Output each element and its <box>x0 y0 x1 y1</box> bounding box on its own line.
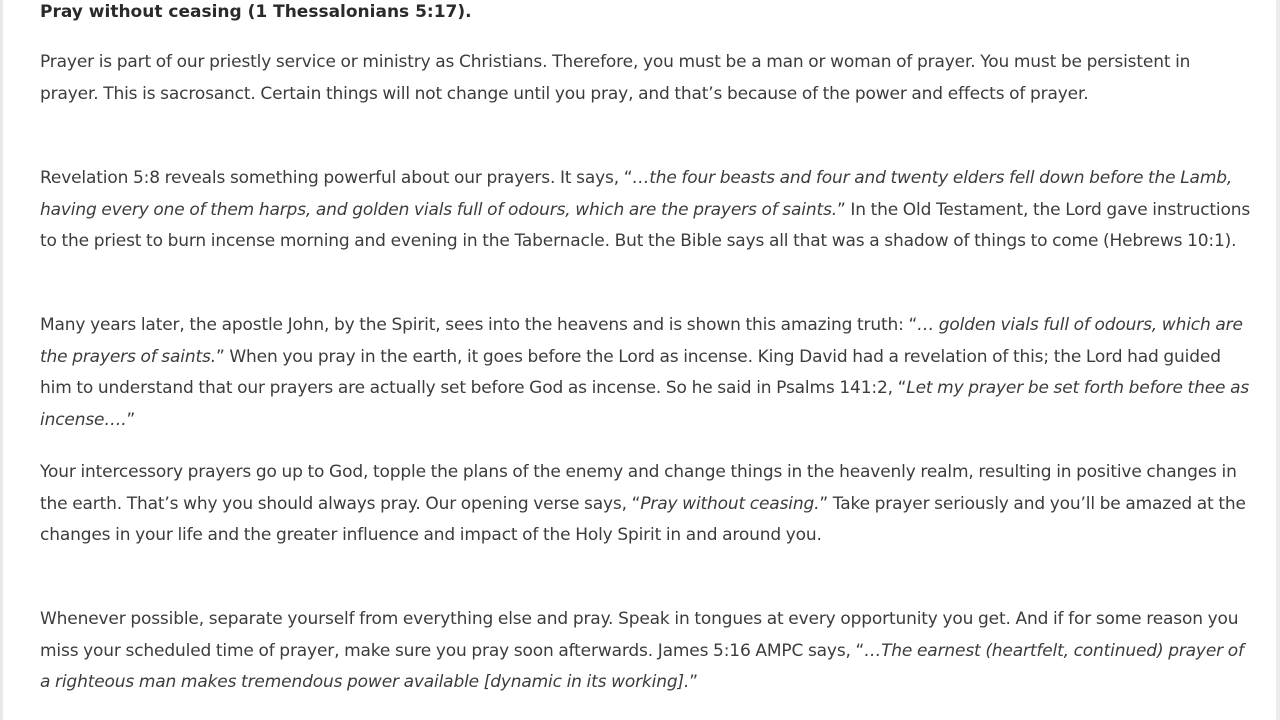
paragraph-4 <box>40 457 1252 552</box>
paragraph-text: ” Take prayer seriously and you’ll be amazed at the changes in your life and the greater influence and impact of the Holy Spirit in and around you. <box>40 493 1246 546</box>
scripture-quote: Pray without ceasing. <box>640 493 820 514</box>
paragraph-text: Your intercessory prayers go up to God, topple the plans of the enemy and change things in the heavenly realm, resulting in positive changes in the earth. That’s why you should always pray. Our opening verse says, “ <box>40 462 1237 514</box>
paragraph-1 <box>40 47 1252 110</box>
left-border <box>0 0 3 720</box>
opening-verse-heading: Pray without ceasing (1 Thessalonians 5:17). <box>40 2 472 22</box>
scripture-quote: Let my prayer be set forth before thee as incense…. <box>40 378 1250 430</box>
paragraph-2 <box>40 163 1252 258</box>
paragraph-text: Prayer is part of our priestly service or ministry as Christians. Therefore, you must be a man or woman of prayer. You must be persistent in prayer. This is sacrosanct. Certain things will not change until you pray, and that’s because of the power and effects of prayer. <box>40 52 1191 104</box>
paragraph-text: ” <box>126 409 136 430</box>
scripture-quote: … golden vials full of odours, which are the prayers of saints. <box>40 315 1243 367</box>
paragraph-text: Revelation 5:8 reveals something powerful about our prayers. It says, “ <box>40 168 633 188</box>
paragraph-text: Many years later, the apostle John, by the Spirit, sees into the heavens and is shown this amazing truth: “ <box>40 315 918 335</box>
scripture-quote: …the four beasts and four and twenty elders fell down before the Lamb, having every one of them harps, and golden vials full of odours, which are the prayers of saints. <box>40 168 1233 220</box>
paragraph-text: ” In the Old Testament, the Lord gave instructions to the priest to burn incense morning and evening in the Tabernacle. But the Bible says all that was a shadow of things to come (Hebrews 10:1). <box>40 199 1251 252</box>
paragraph-text: ” <box>689 672 698 693</box>
paragraph-text: ” When you pray in the earth, it goes before the Lord as incense. King David had a revelation of this; the Lord had guided him to understand that our prayers are actually set before God as incense. So he said in Psalms 141:2, “ <box>40 346 1221 399</box>
scripture-quote: …The earnest (heartfelt, continued) prayer of a righteous man makes tremendous power available [dynamic in its working]. <box>40 640 1244 693</box>
scrollbar-track[interactable] <box>1276 0 1280 720</box>
paragraph-text: Whenever possible, separate yourself from everything else and pray. Speak in tongues at every opportunity you get. And if for some reason you miss your scheduled time of prayer, make sure you pray soon afterwards. James 5:16 AMPC says, “ <box>40 609 1239 661</box>
paragraph-3 <box>40 310 1252 436</box>
paragraph-5 <box>40 604 1252 699</box>
